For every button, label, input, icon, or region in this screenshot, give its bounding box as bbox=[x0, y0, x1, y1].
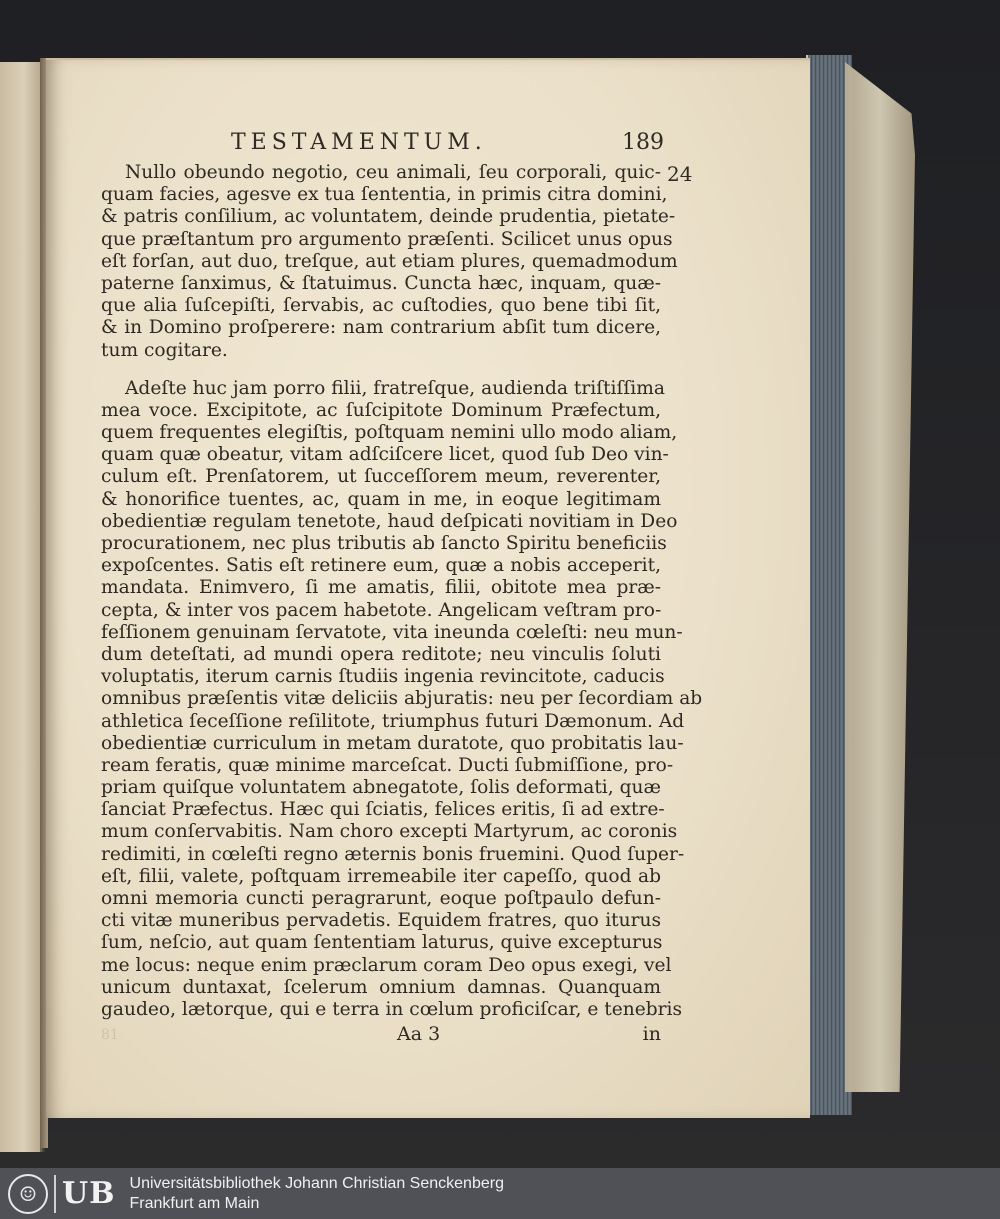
text-line: quam facies, agesve ex tua ſententia, in primis citra domini, bbox=[101, 184, 668, 206]
text-line: Adeſte huc jam porro filii, fratreſque, audienda triſtiſſima bbox=[125, 377, 665, 399]
text-line: feſſionem genuinam ſervatote, vita ineunda cœleſti: neu mun- bbox=[101, 621, 683, 643]
logo-text: UB bbox=[62, 1176, 116, 1211]
text-line: omni memoria cuncti peragrarunt, eoque poſtpaulo defun- bbox=[101, 888, 661, 909]
running-title: TESTAMENTUM. bbox=[231, 130, 487, 155]
text-line: cti vitæ muneribus pervadetis. Equidem fratres, quo iturus bbox=[101, 910, 661, 932]
text-line: eſt, filii, valete, poſtquam irremeabile iter capeſſo, quod ab bbox=[101, 865, 661, 887]
text-line: que alia ſuſcepiſti, ſervabis, ac cuſtodies, quo bene tibi ſit, bbox=[101, 295, 661, 317]
text-line: mea voce. Excipitote, ac ſuſcipitote Dominum Præfectum, bbox=[101, 399, 661, 421]
text-line: obedientiæ regulam tenetote, haud deſpicati novitiam in Deo bbox=[101, 510, 678, 532]
text-line: procurationem, nec plus tributis ab ſancto Spiritu beneficiis bbox=[101, 533, 667, 554]
text-line: quem frequentes elegiſtis, poſtquam nemini ullo modo aliam, bbox=[101, 422, 678, 444]
text-line: & patris conſilium, ac voluntatem, deinde prudentia, pietate- bbox=[101, 206, 676, 228]
page-footer bbox=[101, 1023, 661, 1049]
text-line: paterne ſanximus, & ſtatuimus. Cuncta hæc, inquam, quæ- bbox=[101, 272, 661, 294]
text-line: dum deteſtati, ad mundi opera reditote; neu vinculis ſoluti bbox=[101, 643, 661, 665]
page-text-block bbox=[101, 130, 703, 1049]
logo-divider bbox=[54, 1175, 56, 1213]
text-line: priam quiſque voluntatem abnegatote, ſolis deformati, quæ bbox=[101, 777, 661, 799]
portrait-emblem-icon: ☺ bbox=[8, 1174, 48, 1214]
text-line: expoſcentes. Satis eſt retinere eum, quæ a nobis acceperit, bbox=[101, 555, 661, 577]
book-page bbox=[46, 58, 810, 1118]
text-line: voluptatis, iterum carnis ſtudiis ingenia revincitote, caducis bbox=[101, 666, 665, 688]
text-line: & honorifice tuentes, ac, quam in me, in eoque legitimam bbox=[101, 488, 661, 510]
text-line: obedientiæ curriculum in metam duratote, quo probitatis lau- bbox=[101, 732, 684, 754]
library-logo[interactable] bbox=[0, 1168, 116, 1219]
text-line: athletica ſeceſſione reſilitote, triumphus futuri Dæmonum. Ad bbox=[101, 710, 685, 732]
banner-text bbox=[130, 1174, 504, 1214]
text-line: Nullo obeundo negotio, ceu animali, ſeu corporali, quic- bbox=[125, 162, 661, 183]
text-line: quam quæ obeatur, vitam adſciſcere licet, quod ſub Deo vin- bbox=[101, 444, 669, 466]
text-line: cepta, & inter vos pacem habetote. Angelicam veſtram pro- bbox=[101, 599, 662, 621]
page-number: 189 bbox=[622, 130, 664, 155]
text-line: mandata. Enimvero, ſi me amatis, filii, obitote mea præ- bbox=[101, 577, 661, 599]
banner-line-1: Universitätsbibliothek Johann Christian Senckenberg bbox=[129, 1174, 504, 1192]
faint-mark: 81 bbox=[101, 1027, 119, 1044]
text-line: unicum duntaxat, ſcelerum omnium damnas. Quanquam bbox=[101, 976, 661, 998]
signature-mark: Aa 3 bbox=[397, 1023, 441, 1046]
text-line: ſanciat Præfectus. Hæc qui ſciatis, felices eritis, ſi ad extre- bbox=[101, 799, 665, 821]
cover-flap bbox=[845, 62, 915, 1092]
text-line: ſum, neſcio, aut quam ſententiam laturus, quive excepturus bbox=[101, 932, 663, 954]
text-line: gaudeo, lætorque, qui e terra in cœlum proficiſcar, e tenebris bbox=[101, 998, 682, 1020]
text-line: & in Domino proſperere: nam contrarium abſit tum dicere, bbox=[101, 317, 661, 339]
paragraph-first bbox=[101, 162, 678, 362]
margin-note: 24 bbox=[667, 162, 693, 186]
text-line: culum eſt. Prenſatorem, ut ſucceſſorem meum, reverenter, bbox=[101, 466, 661, 488]
text-line: eſt forſan, aut duo, treſque, aut etiam plures, quemadmodum bbox=[101, 250, 678, 272]
text-line: redimiti, in cœleſti regno æternis bonis fruemini. Quod ſuper- bbox=[101, 843, 685, 865]
banner-line-2: Frankfurt am Main bbox=[129, 1194, 260, 1212]
facing-page-edge bbox=[0, 62, 42, 1152]
text-line: que præſtantum pro argumento præſenti. Scilicet unus opus bbox=[101, 228, 673, 250]
catchword: in bbox=[642, 1023, 661, 1046]
text-line: tum cogitare. bbox=[101, 339, 228, 361]
text-line: mum conſervabitis. Nam choro excepti Martyrum, ac coronis bbox=[101, 821, 678, 843]
text-line: ream feratis, quæ minime marceſcat. Ducti ſubmiſſione, pro- bbox=[101, 754, 674, 776]
text-line: me locus: neque enim præclarum coram Deo opus exegi, vel bbox=[101, 954, 672, 976]
library-banner bbox=[0, 1168, 1000, 1219]
paragraph-second bbox=[101, 377, 703, 1021]
text-line: omnibus præſentis vitæ deliciis abjuratis: neu per ſecordiam ab bbox=[101, 688, 703, 710]
